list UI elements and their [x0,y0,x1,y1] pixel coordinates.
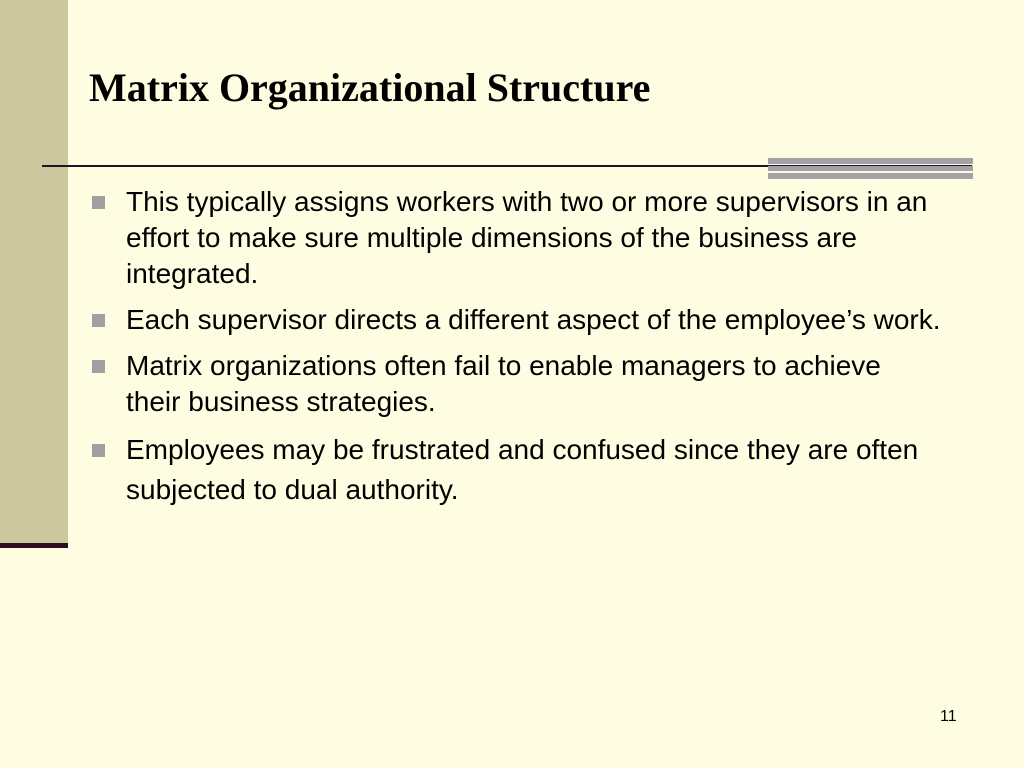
bullet-text: This typically assigns workers with two or more supervisors in an effort to make sure multiple dimensions of the business are integrated. [126,186,928,289]
left-decorative-band [0,0,68,543]
square-bullet-icon [92,444,105,457]
bullet-item [92,430,942,510]
decor-stripe-bottom [768,173,973,179]
bullet-text: Each supervisor directs a different aspect of the employee’s work. [126,304,941,335]
decor-stripe-top [768,158,973,164]
left-accent-bar [0,543,68,548]
bullet-item [92,184,942,292]
slide-title: Matrix Organizational Structure [89,65,651,110]
decor-stripe-middle [768,166,973,171]
bullet-item [92,348,942,420]
bullet-text: Matrix organizations often fail to enable managers to achieve their business strategies. [126,350,881,417]
square-bullet-icon [92,360,105,373]
square-bullet-icon [92,196,105,209]
square-bullet-icon [92,314,105,327]
slide-number: 11 [940,708,957,725]
bullet-text: Employees may be frustrated and confused since they are often subjected to dual authority. [126,434,919,505]
right-decorative-bar [768,158,973,179]
bullet-item [92,302,942,338]
bullet-list [92,184,942,520]
